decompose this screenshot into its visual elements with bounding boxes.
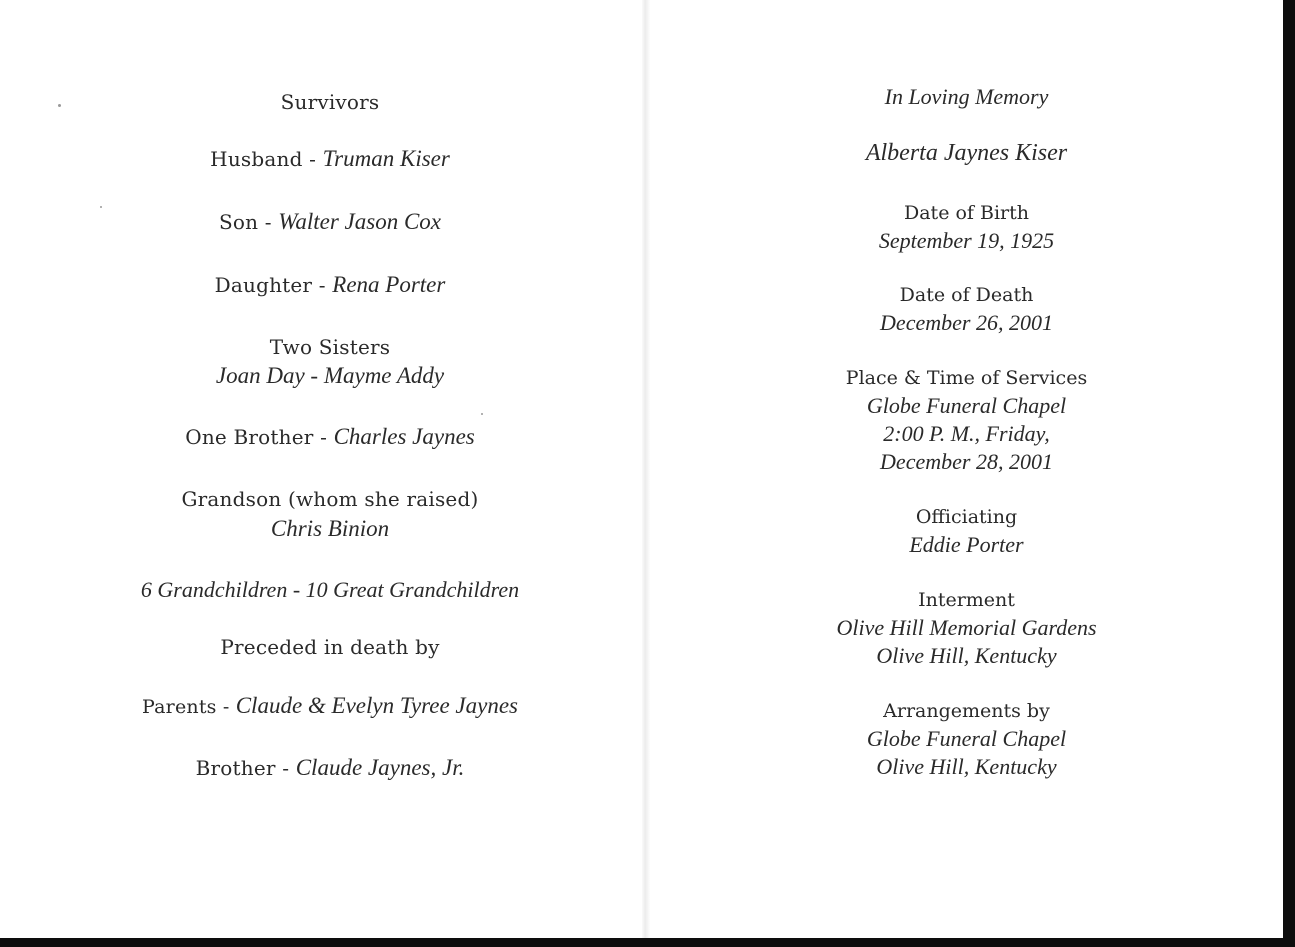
one-brother-label: One Brother - (185, 425, 334, 449)
one-brother-name: Charles Jaynes (333, 424, 475, 449)
daughter-name: Rena Porter (332, 272, 446, 297)
parents-names: Claude & Evelyn Tyree Jaynes (235, 693, 518, 718)
paper-speck (481, 413, 483, 415)
services-time: 2:00 P. M., Friday, (883, 421, 1050, 446)
survivors-heading: Survivors (280, 90, 380, 114)
birth-label: Date of Birth (904, 202, 1029, 224)
grandchildren-line: 6 Grandchildren - 10 Great Grandchildren (140, 577, 520, 602)
parents-label: Parents - (142, 696, 236, 718)
memory-heading: In Loving Memory (884, 84, 1049, 109)
birth-date: September 19, 1925 (878, 228, 1055, 253)
deceased-name: Alberta Jaynes Kiser (865, 140, 1068, 166)
daughter-label: Daughter - (214, 273, 333, 297)
husband-label: Husband - (210, 147, 323, 171)
son-entry (0, 209, 660, 235)
officiating-name: Eddie Porter (909, 532, 1024, 557)
son-name: Walter Jason Cox (278, 209, 441, 234)
center-fold (642, 0, 650, 938)
arrangements-city: Olive Hill, Kentucky (876, 754, 1057, 779)
arrangements-label: Arrangements by (883, 700, 1050, 722)
services-label: Place & Time of Services (845, 367, 1088, 389)
husband-name: Truman Kiser (322, 146, 450, 171)
husband-entry (0, 146, 660, 172)
preceded-heading: Preceded in death by (220, 635, 440, 659)
sisters-label: Two Sisters (269, 335, 391, 359)
one-brother-entry (0, 424, 660, 450)
interment-city: Olive Hill, Kentucky (876, 643, 1057, 668)
officiating-label: Officiating (915, 506, 1018, 528)
grandson-name: Chris Binion (270, 516, 390, 541)
grandson-label: Grandson (whom she raised) (181, 487, 479, 511)
services-place: Globe Funeral Chapel (866, 393, 1067, 418)
parents-entry (0, 693, 660, 719)
interment-label: Interment (918, 589, 1015, 611)
death-date: December 26, 2001 (880, 310, 1053, 335)
sisters-names: Joan Day - Mayme Addy (215, 363, 445, 388)
preceded-brother-name: Claude Jaynes, Jr. (295, 755, 465, 780)
preceded-brother-entry (0, 755, 660, 781)
paper-speck (58, 104, 61, 107)
services-date: December 28, 2001 (880, 449, 1053, 474)
death-label: Date of Death (899, 284, 1034, 306)
interment-place: Olive Hill Memorial Gardens (836, 615, 1097, 640)
son-label: Son - (219, 210, 279, 234)
arrangements-place: Globe Funeral Chapel (866, 726, 1067, 751)
preceded-brother-label: Brother - (195, 756, 296, 780)
daughter-entry (0, 272, 660, 298)
paper-speck (100, 206, 102, 208)
